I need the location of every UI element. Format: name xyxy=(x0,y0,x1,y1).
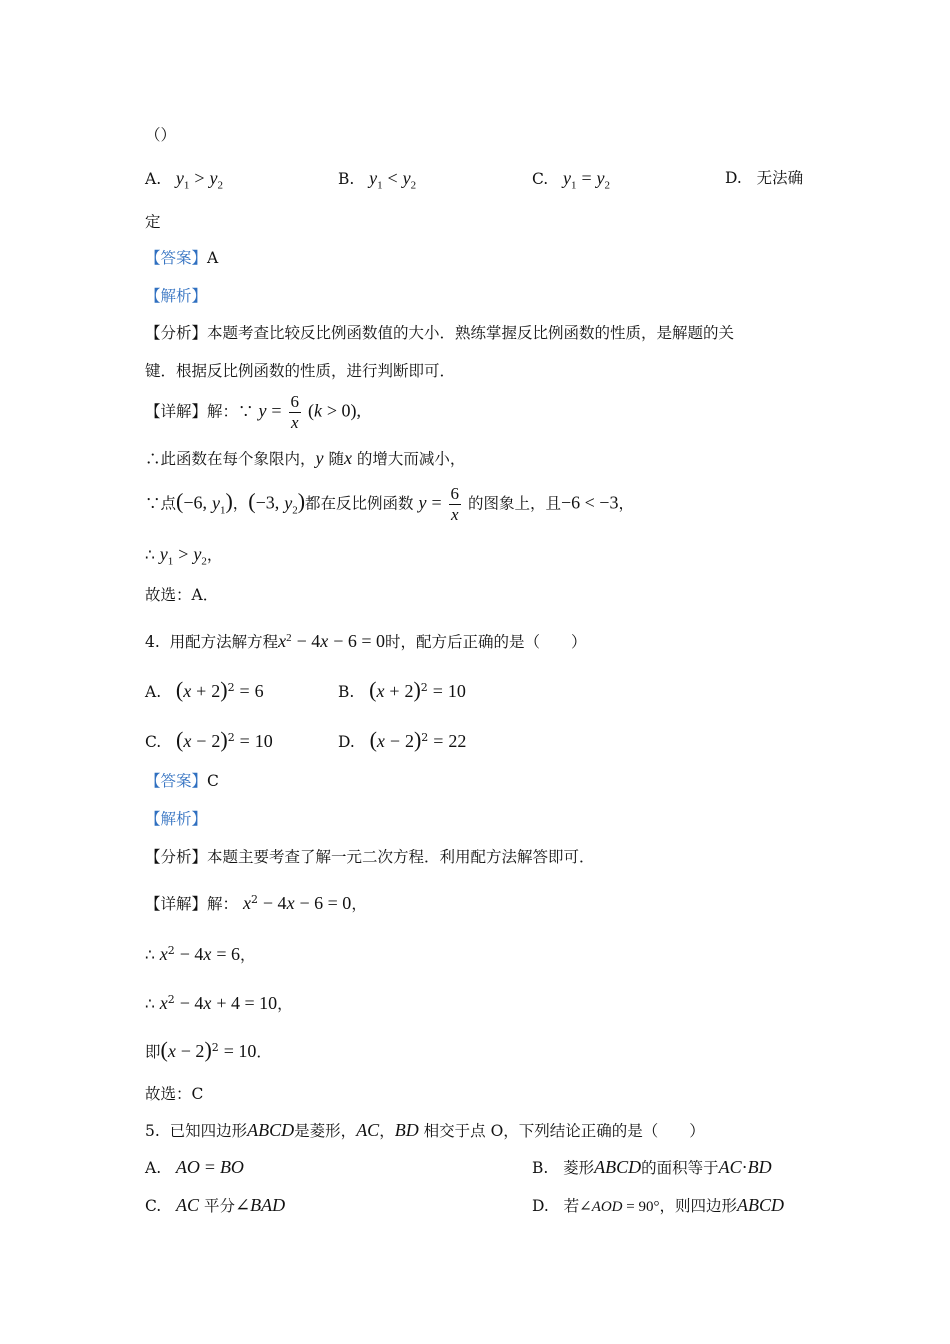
q3-option-c: C. $y_1 = y_2$ xyxy=(532,168,611,192)
q3-conclusion: 故选：A． xyxy=(145,586,219,604)
q4-step1: ∴ $x^2 - 4x = 6$， xyxy=(145,944,256,965)
q5-stem: 5. 已知四边形ABCD是菱形，AC，BD 相交于点 O，下列结论正确的是（ ） xyxy=(145,1120,705,1140)
q3-answer: 【答案】A xyxy=(145,249,219,267)
q3-option-d: D. 无法确 xyxy=(725,169,804,187)
q4-option-a: A. $(x + 2)^2 = 6$ xyxy=(145,677,264,703)
q3-analysis-line1: 【分析】本题考查比较反比例函数值的大小．熟练掌握反比例函数的性质，是解题的关 xyxy=(145,324,735,342)
q3-option-a: A. $y_1 > y_2$ xyxy=(145,168,223,192)
q4-step3: 即$(x - 2)^2 = 10$． xyxy=(145,1037,272,1063)
q4-step2: ∴ $x^2 - 4x + 4 = 10$， xyxy=(145,993,293,1014)
q4-option-b: B. $(x + 2)^2 = 10$ xyxy=(338,677,466,703)
q5-option-b: B. 菱形ABCD的面积等于AC·BD xyxy=(532,1157,772,1177)
q5-option-c: C. AC 平分∠BAD xyxy=(145,1195,286,1215)
q4-analysis-tag: 【解析】 xyxy=(145,810,208,828)
q4-conclusion: 故选：C xyxy=(145,1085,204,1103)
q3-step2: ∵点(−6, $y_1$)，(−3, $y_2$)都在反比例函数 y = $\frac{6}{x}$ 的图象上，且−6 < −3， xyxy=(145,484,634,524)
q3-step3: ∴ $y_1 > y_2$， xyxy=(145,544,223,568)
q4-answer: 【答案】C xyxy=(145,772,219,790)
q3-analysis-line2: 键．根据反比例函数的性质，进行判断即可． xyxy=(145,362,456,380)
q3-option-b: B. $y_1 < y_2$ xyxy=(338,168,417,192)
q5-option-a: A. AO = BO xyxy=(145,1157,244,1177)
q4-analysis: 【分析】本题主要考查了解一元二次方程．利用配方法解答即可． xyxy=(145,848,595,866)
q4-option-d: D. $(x - 2)^2 = 22$ xyxy=(338,727,467,753)
q3-step1: ∴此函数在每个象限内，y 随x 的增大而减小， xyxy=(145,448,466,468)
q4-detail: 【详解】解： $x^2 - 4x - 6 = 0$， xyxy=(145,893,367,914)
q4-stem: 4. 用配方法解方程$x^2 - 4x - 6 = 0$时，配方后正确的是（ ） xyxy=(145,631,587,652)
q3-option-d-wrap: 定 xyxy=(145,213,161,231)
q3-detail-line: 【详解】解：∵ y = $\frac{6}{x}$ (k > 0), xyxy=(145,392,362,432)
q3-paren: （） xyxy=(145,126,177,144)
q4-option-c: C. $(x - 2)^2 = 10$ xyxy=(145,727,273,753)
q5-option-d: D. 若∠AOD = 90°，则四边形ABCD xyxy=(532,1195,784,1215)
q3-analysis-tag: 【解析】 xyxy=(145,287,208,305)
